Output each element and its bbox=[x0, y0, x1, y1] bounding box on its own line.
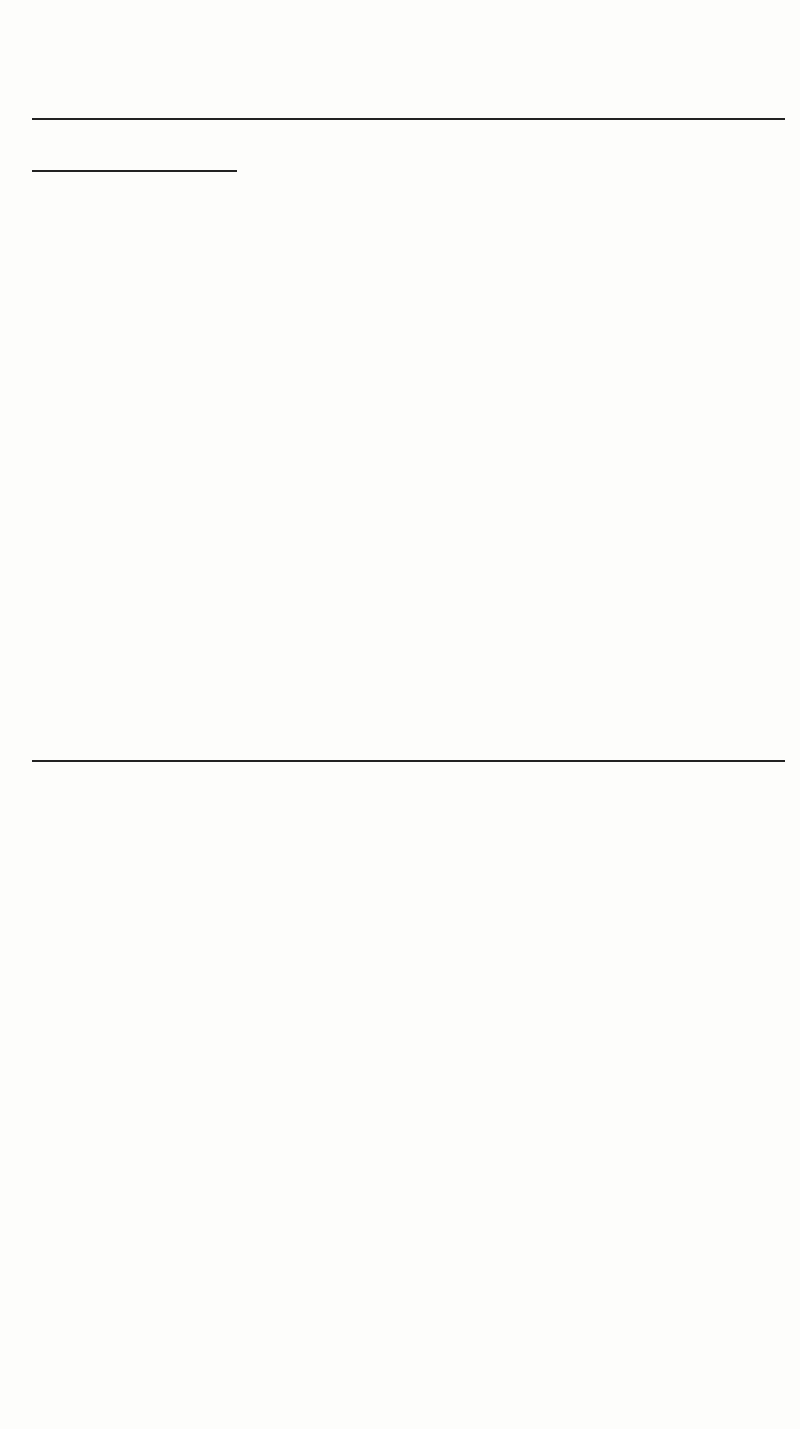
visits-label bbox=[32, 120, 237, 171]
months-table bbox=[32, 120, 786, 172]
table2-top-rule bbox=[32, 760, 785, 762]
visits-row bbox=[32, 120, 786, 171]
